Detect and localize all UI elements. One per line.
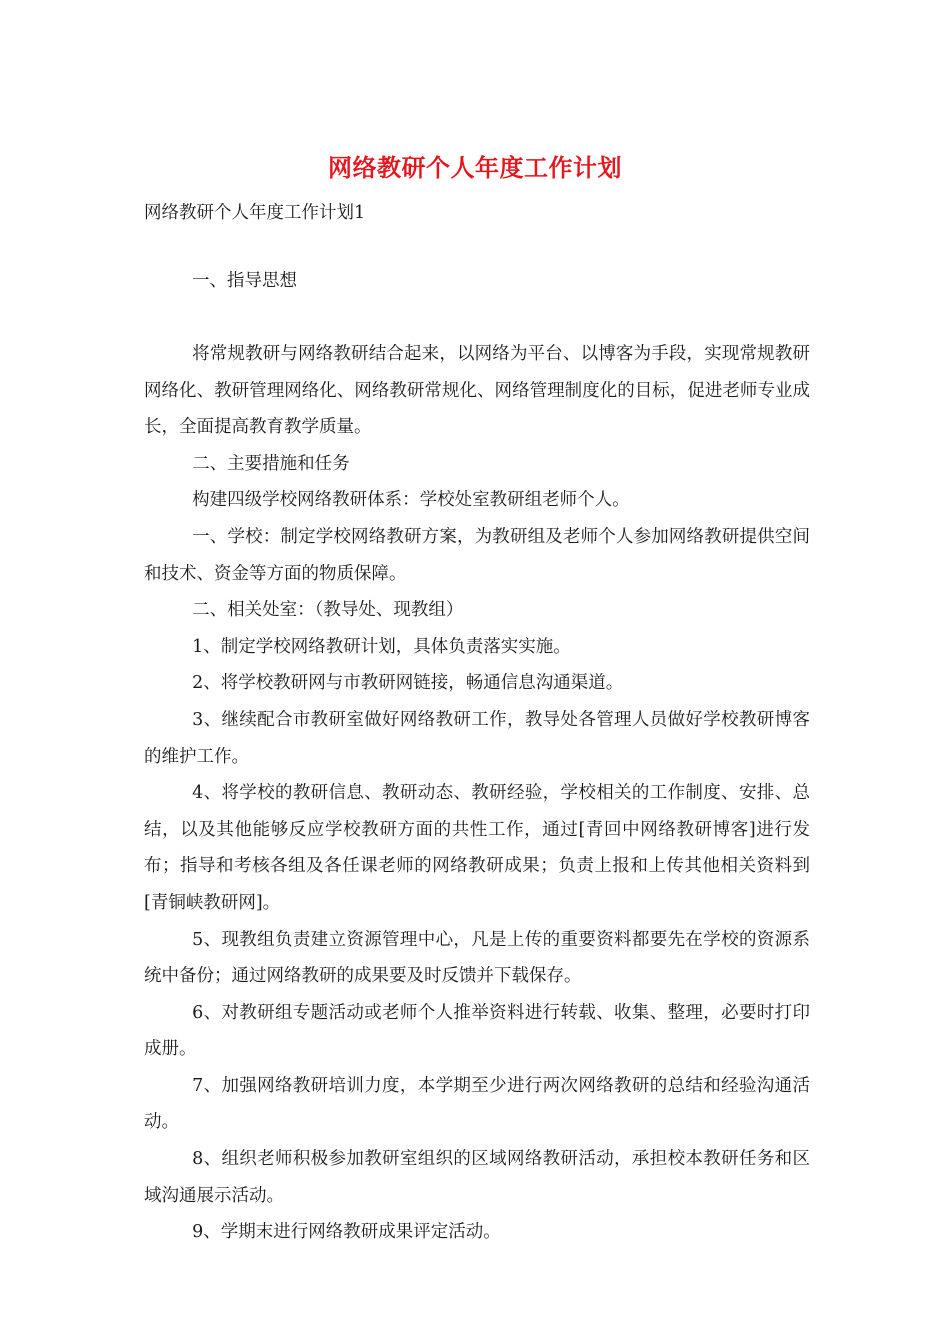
list-item: 5、现教组负责建立资源管理中心，凡是上传的重要资料都要先在学校的资源系统中备份；通过网络教研的成果要及时反馈并下载保存。 <box>144 929 810 987</box>
document-subtitle: 网络教研个人年度工作计划1 <box>144 203 366 223</box>
list-item: 1、制定学校网络教研计划，具体负责落实实施。 <box>192 636 571 657</box>
list-item: 2、将学校教研网与市教研网链接，畅通信息沟通渠道。 <box>192 673 624 694</box>
list-item: 8、组织老师积极参加教研室组织的区域网络教研活动，承担校本教研任务和区域沟通展示活动。 <box>144 1149 810 1206</box>
document-body <box>144 336 810 1251</box>
list-item: 3、继续配合市教研室做好网络教研工作，教导处各管理人员做好学校教研博客的维护工作。 <box>144 709 810 767</box>
list-item: 9、学期末进行网络教研成果评定活动。 <box>192 1222 501 1243</box>
list-item: 4、将学校的教研信息、教研动态、教研经验，学校相关的工作制度、安排、总结，以及其他能够反应学校教研方面的共性工作，通过[青回中网络教研博客]进行发布；指导和考核各组及各任课老师的网络教研成果；负责上报和上传其他相关资料到[青铜峡教研网]。 <box>144 783 810 913</box>
list-item: 6、对教研组专题活动或老师个人推举资料进行转载、收集、整理，必要时打印成册。 <box>144 1002 810 1060</box>
paragraph: 二、相关处室：（教导处、现教组） <box>192 600 464 621</box>
section-heading-main-measures: 二、主要措施和任务 <box>192 453 350 474</box>
paragraph: 一、学校：制定学校网络教研方案，为教研组及老师个人参加网络教研提供空间和技术、资金等方面的物质保障。 <box>144 526 810 584</box>
section-heading-guiding-thought: 一、指导思想 <box>192 271 297 291</box>
paragraph: 构建四级学校网络教研体系：学校处室教研组老师个人。 <box>192 490 630 511</box>
paragraph: 将常规教研与网络教研结合起来，以网络为平台、以博客为手段，实现常规教研网络化、教研管理网络化、网络教研常规化、网络管理制度化的目标，促进老师专业成长，全面提高教育教学质量。 <box>144 344 810 438</box>
list-item: 7、加强网络教研培训力度，本学期至少进行两次网络教研的总结和经验沟通活动。 <box>144 1075 810 1133</box>
document-title: 网络教研个人年度工作计划 <box>328 153 622 182</box>
